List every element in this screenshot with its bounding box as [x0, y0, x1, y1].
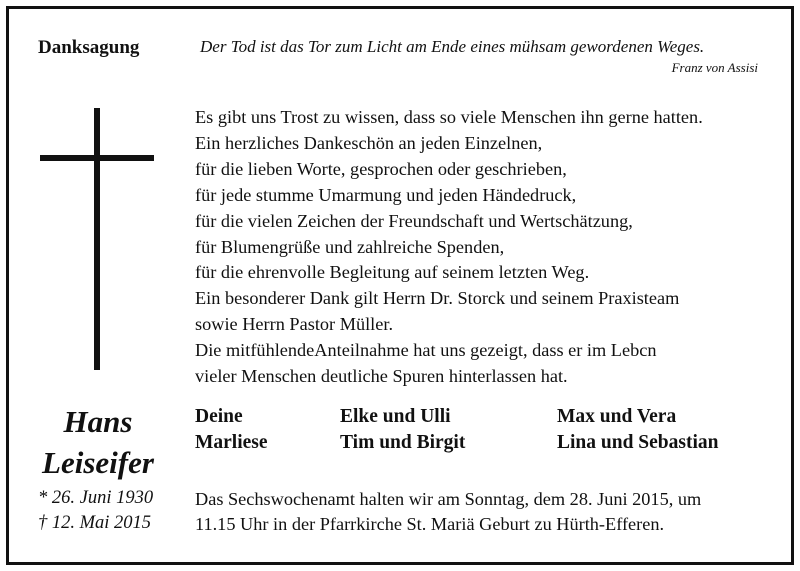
- notice-line: 11.15 Uhr in der Pfarrkirche St. Mariä Geburt zu Hürth-Efferen.: [195, 513, 665, 534]
- notice-line: Das Sechswochenamt halten wir am Sonntag, dem 28. Juni 2015, um: [195, 489, 702, 509]
- family-name: Tim und Birgit: [340, 432, 466, 453]
- thanks-line: vieler Menschen deutliche Spuren hinterlassen hat.: [195, 366, 568, 387]
- quote-author: Franz von Assisi: [671, 60, 758, 75]
- notice-heading: Danksagung: [38, 37, 140, 58]
- family-column-3: [557, 404, 719, 456]
- family-name: Marliese: [195, 432, 268, 453]
- birth-date: * 26. Juni 1930: [38, 488, 154, 508]
- thanks-line: für die vielen Zeichen der Freundschaft und Wertschätzung,: [195, 210, 633, 231]
- service-notice: [195, 487, 701, 536]
- thanks-line: für die ehrenvolle Begleitung auf seinem letzten Weg.: [195, 262, 590, 283]
- thanks-line: für Blumengrüße und zahlreiche Spenden,: [195, 236, 505, 257]
- deceased-last-name: Leiseifer: [42, 445, 154, 480]
- life-dates: [38, 486, 153, 536]
- thanks-line: Es gibt uns Trost zu wissen, dass so viele Menschen ihn gerne hatten.: [195, 107, 703, 127]
- deceased-first-name: Hans: [63, 404, 133, 439]
- family-name: Lina und Sebastian: [557, 432, 719, 453]
- family-column-1: [195, 404, 268, 456]
- thanks-line: sowie Herrn Pastor Müller.: [195, 314, 394, 335]
- death-date: † 12. Mai 2015: [38, 513, 152, 533]
- thanks-line: Ein herzliches Dankeschön an jeden Einzelnen,: [195, 132, 543, 153]
- thanks-text: [195, 105, 703, 390]
- thanks-line: für die lieben Worte, gesprochen oder geschrieben,: [195, 158, 567, 179]
- thanks-line: Ein besonderer Dank gilt Herrn Dr. Storck und seinem Praxisteam: [195, 288, 680, 309]
- thanks-line: Die mitfühlendeAnteilnahme hat uns gezeigt, dass er im Lebcn: [195, 340, 657, 361]
- family-column-2: [340, 404, 465, 456]
- quote-text: Der Tod ist das Tor zum Licht am Ende eines mühsam gewordenen Weges.: [200, 37, 705, 56]
- family-name: Max und Vera: [557, 406, 677, 427]
- family-name: Elke und Ulli: [340, 406, 451, 427]
- family-name: Deine: [195, 406, 243, 427]
- thanks-line: für jede stumme Umarmung und jeden Händedruck,: [195, 184, 577, 205]
